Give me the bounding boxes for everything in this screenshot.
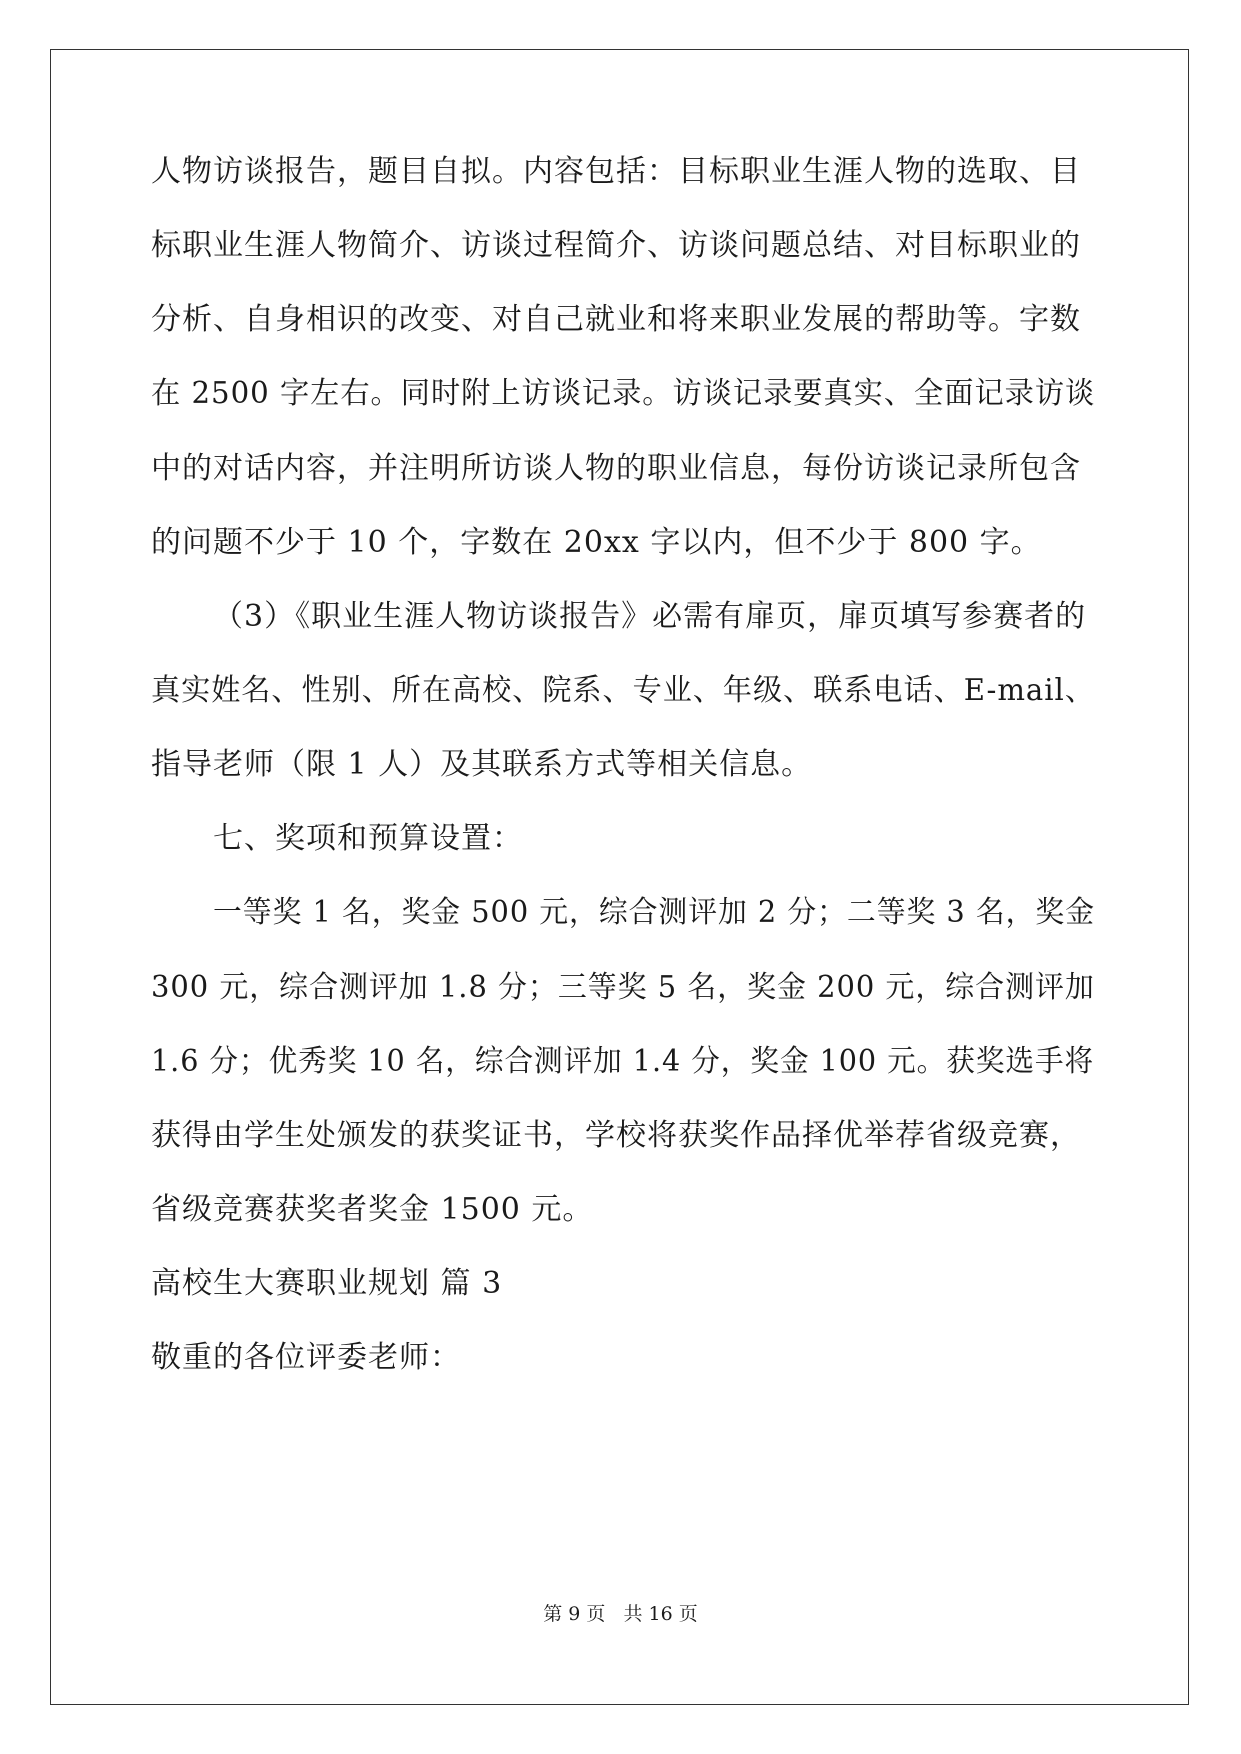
- body-line: 分析、自身相识的改变、对自己就业和将来职业发展的帮助等。字数: [151, 302, 1081, 337]
- body-line: 标职业生涯人物简介、访谈过程简介、访谈问题总结、对目标职业的: [151, 228, 1081, 263]
- section-heading: 七、奖项和预算设置：: [213, 821, 523, 856]
- page-number: 第 9 页 共 16 页: [543, 1603, 698, 1625]
- article-title: 高校生大赛职业规划 篇 3: [151, 1266, 503, 1301]
- page-border: [50, 49, 1189, 1705]
- body-line: 指导老师（限 1 人）及其联系方式等相关信息。: [151, 747, 813, 782]
- body-line: 获得由学生处颁发的获奖证书，学校将获奖作品择优举荐省级竞赛，: [151, 1118, 1081, 1153]
- body-line: 一等奖 1 名，奖金 500 元，综合测评加 2 分；二等奖 3 名，奖金: [213, 895, 1096, 930]
- body-line: 省级竞赛获奖者奖金 1500 元。: [151, 1192, 594, 1227]
- body-line: 的问题不少于 10 个，字数在 20xx 字以内，但不少于 800 字。: [151, 525, 1042, 560]
- body-line: 中的对话内容，并注明所访谈人物的职业信息，每份访谈记录所包含: [151, 451, 1081, 486]
- body-line: 人物访谈报告，题目自拟。内容包括：目标职业生涯人物的选取、目: [151, 154, 1081, 189]
- body-line: 在 2500 字左右。同时附上访谈记录。访谈记录要真实、全面记录访谈: [151, 376, 1096, 411]
- body-line: 真实姓名、性别、所在高校、院系、专业、年级、联系电话、E-mail、: [151, 673, 1095, 708]
- body-line: （3）《职业生涯人物访谈报告》必需有扉页，扉页填写参赛者的: [213, 599, 1087, 634]
- salutation: 敬重的各位评委老师：: [151, 1340, 461, 1375]
- body-line: 300 元，综合测评加 1.8 分；三等奖 5 名，奖金 200 元，综合测评加: [151, 970, 1095, 1005]
- body-line: 1.6 分；优秀奖 10 名，综合测评加 1.4 分，奖金 100 元。获奖选手将: [151, 1044, 1095, 1079]
